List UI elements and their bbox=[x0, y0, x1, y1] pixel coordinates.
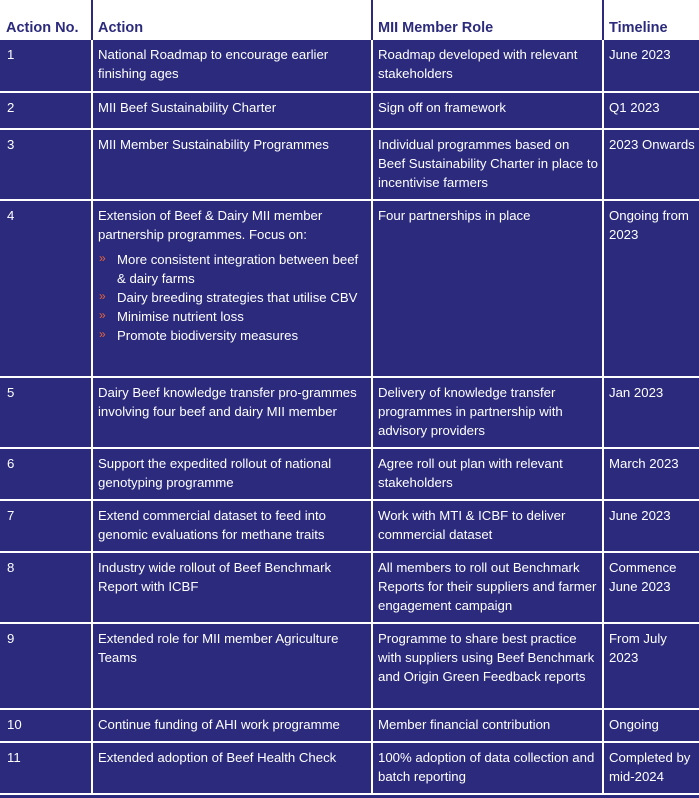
table-header bbox=[0, 0, 699, 40]
timeline: Completed by mid-2024 bbox=[603, 742, 699, 794]
action-number: 6 bbox=[0, 448, 92, 500]
table-row bbox=[0, 448, 699, 500]
action-number: 9 bbox=[0, 623, 92, 709]
list-item bbox=[98, 250, 367, 288]
table-row bbox=[0, 552, 699, 623]
action-description: Support the expedited rollout of national genotyping programme bbox=[92, 448, 372, 500]
header-action-no: Action No. bbox=[6, 20, 79, 36]
action-number: 11 bbox=[0, 742, 92, 794]
timeline: Commence June 2023 bbox=[603, 552, 699, 623]
action-description: Industry wide rollout of Beef Benchmark Report with ICBF bbox=[92, 552, 372, 623]
member-role: Delivery of knowledge transfer programmes in partnership with advisory providers bbox=[372, 377, 603, 448]
focus-list bbox=[98, 250, 367, 345]
action-number: 2 bbox=[0, 92, 92, 129]
header-row bbox=[0, 0, 699, 40]
table-row bbox=[0, 92, 699, 129]
chevron-right-icon: » bbox=[99, 289, 106, 303]
chevron-right-icon: » bbox=[99, 308, 106, 322]
chevron-right-icon: » bbox=[99, 251, 106, 265]
member-role: Member financial contribution bbox=[372, 709, 603, 742]
header-timeline: Timeline bbox=[603, 0, 699, 40]
action-description: Extend commercial dataset to feed into genomic evaluations for methane traits bbox=[92, 500, 372, 552]
timeline: Ongoing from 2023 bbox=[603, 200, 699, 377]
table-body bbox=[0, 40, 699, 794]
action-number: 4 bbox=[0, 200, 92, 377]
action-description: MII Member Sustainability Programmes bbox=[92, 129, 372, 200]
list-item-text: Promote biodiversity measures bbox=[117, 328, 299, 343]
header-member-role: MII Member Role bbox=[372, 0, 603, 40]
list-item-text: Dairy breeding strategies that utilise CBV bbox=[117, 290, 358, 305]
list-item-text: Minimise nutrient loss bbox=[117, 309, 244, 324]
table-row bbox=[0, 742, 699, 794]
member-role: Programme to share best practice with suppliers using Beef Benchmark and Origin Green Feedback reports bbox=[372, 623, 603, 709]
table-row bbox=[0, 709, 699, 742]
action-number: 1 bbox=[0, 40, 92, 92]
action-description: MII Beef Sustainability Charter bbox=[92, 92, 372, 129]
table-row bbox=[0, 129, 699, 200]
timeline: Ongoing bbox=[603, 709, 699, 742]
member-role: Four partnerships in place bbox=[372, 200, 603, 377]
table-row bbox=[0, 377, 699, 448]
action-number: 10 bbox=[0, 709, 92, 742]
action-description: Extension of Beef & Dairy MII member partnership programmes. Focus on: bbox=[98, 208, 323, 242]
action-description: Extended role for MII member Agriculture Teams bbox=[92, 623, 372, 709]
list-item bbox=[98, 307, 367, 326]
member-role: 100% adoption of data collection and batch reporting bbox=[372, 742, 603, 794]
action-description: Continue funding of AHI work programme bbox=[92, 709, 372, 742]
timeline: Q1 2023 bbox=[603, 92, 699, 129]
table-row bbox=[0, 500, 699, 552]
member-role: Roadmap developed with relevant stakeholders bbox=[372, 40, 603, 92]
timeline: 2023 Onwards bbox=[603, 129, 699, 200]
action-number: 8 bbox=[0, 552, 92, 623]
action-description: Extended adoption of Beef Health Check bbox=[92, 742, 372, 794]
chevron-right-icon: » bbox=[99, 327, 106, 341]
list-item-text: More consistent integration between beef & dairy farms bbox=[117, 252, 359, 286]
action-number: 5 bbox=[0, 377, 92, 448]
member-role: Work with MTI & ICBF to deliver commercial dataset bbox=[372, 500, 603, 552]
table-row bbox=[0, 623, 699, 709]
timeline: June 2023 bbox=[603, 500, 699, 552]
member-role: All members to roll out Benchmark Reports for their suppliers and farmer engagement campaign bbox=[372, 552, 603, 623]
timeline: June 2023 bbox=[603, 40, 699, 92]
header-action: Action bbox=[92, 0, 372, 40]
timeline: March 2023 bbox=[603, 448, 699, 500]
timeline: From July 2023 bbox=[603, 623, 699, 709]
action-description-with-bullets bbox=[92, 200, 372, 377]
table-row bbox=[0, 40, 699, 92]
list-item bbox=[98, 288, 367, 307]
action-description: Dairy Beef knowledge transfer pro-grammes involving four beef and dairy MII member bbox=[92, 377, 372, 448]
table-row bbox=[0, 200, 699, 377]
list-item bbox=[98, 326, 367, 345]
action-description: National Roadmap to encourage earlier finishing ages bbox=[92, 40, 372, 92]
timeline: Jan 2023 bbox=[603, 377, 699, 448]
action-number: 3 bbox=[0, 129, 92, 200]
member-role: Individual programmes based on Beef Sustainability Charter in place to incentivise farmers bbox=[372, 129, 603, 200]
action-number: 7 bbox=[0, 500, 92, 552]
member-role: Sign off on framework bbox=[372, 92, 603, 129]
member-role: Agree roll out plan with relevant stakeholders bbox=[372, 448, 603, 500]
